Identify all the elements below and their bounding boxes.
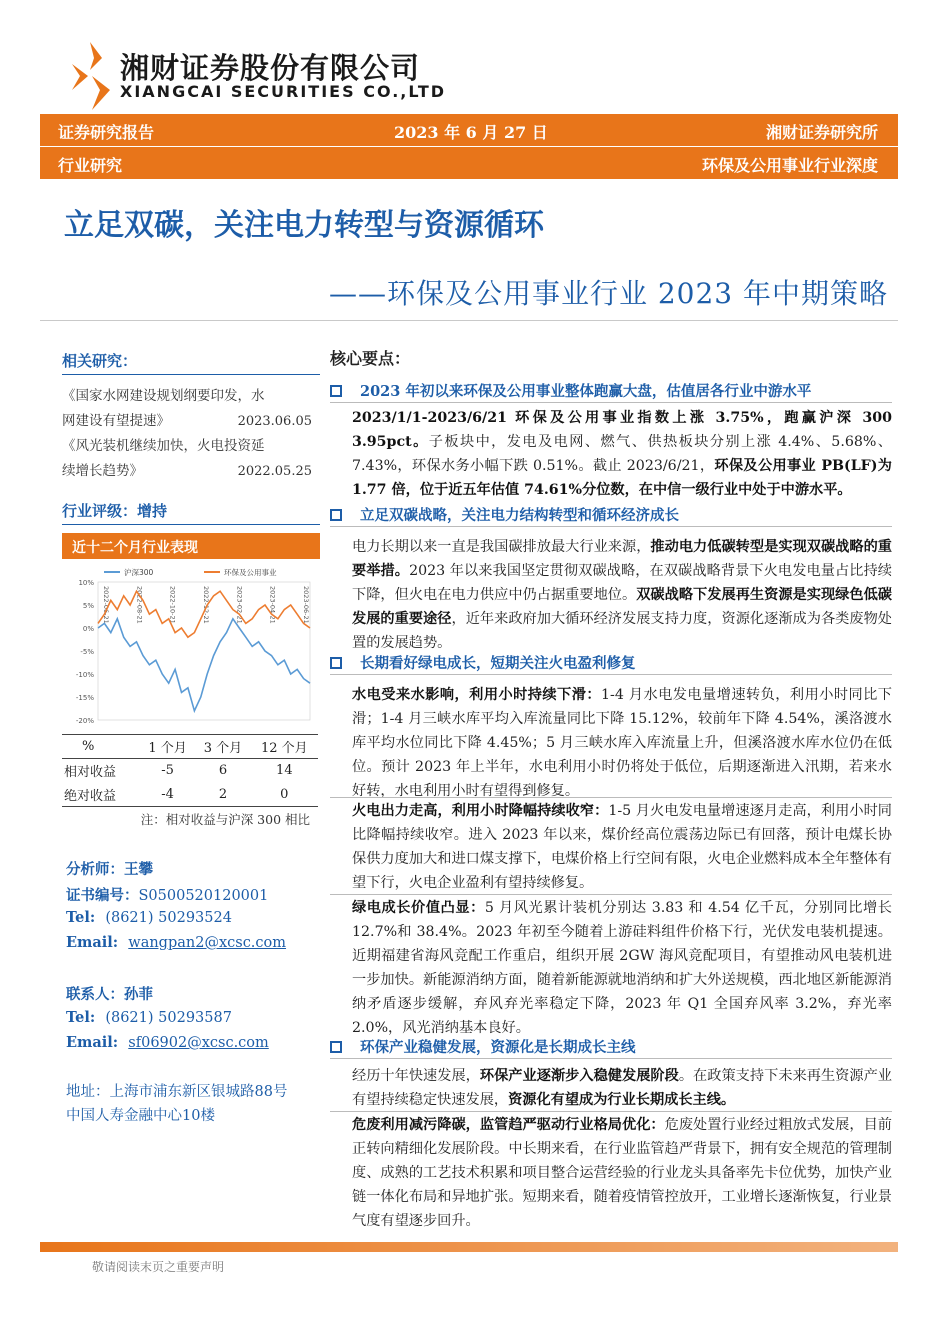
report-subject: 环保及公用事业行业深度 <box>701 156 878 175</box>
section-paragraph <box>352 1064 892 1112</box>
checkbox-bullet-icon <box>330 657 342 669</box>
company-name-cn: 湘财证券股份有限公司 <box>120 51 421 85</box>
checkbox-bullet-icon <box>330 1041 342 1053</box>
section-divider <box>330 674 892 675</box>
table-header-cell: % <box>62 735 140 759</box>
table-cell: 6 <box>218 763 228 779</box>
body-text: 2023 年以来我国坚定贯彻双碳战略，在双碳战略背景下火电发电量占比持续下降，但火电在电力供应中仍占据重要地位。 <box>352 563 892 603</box>
related-item-title: 《风光装机继续加快，火电投资延 <box>62 438 265 454</box>
disclaimer-note: 敬请阅读末页之重要声明 <box>92 1260 225 1274</box>
email-label: Email: <box>66 934 119 951</box>
section-heading <box>330 1036 636 1057</box>
table-header-cell: 12 个月 <box>251 735 318 759</box>
report-subtitle: ——环保及公用事业行业 2023 年中期策略 <box>328 277 888 310</box>
performance-chart <box>62 560 320 732</box>
contact-email-link[interactable]: sf06902@xcsc.com <box>128 1035 269 1051</box>
related-research-heading: 相关研究： <box>62 352 138 370</box>
report-date: 2023 年 6 月 27 日 <box>394 123 548 142</box>
analyst-cert <box>66 884 268 905</box>
performance-table <box>62 734 318 807</box>
analyst-email <box>66 934 286 951</box>
checkbox-bullet-icon <box>330 385 342 397</box>
bold-text: 推动电力低碳转型是实现双碳战略的重要举措。 <box>352 539 892 579</box>
body-text: 。在政策支持下未来再生资源产业有望持续稳定快速发展， <box>352 1068 892 1108</box>
section-heading-text: 长期看好绿电成长，短期关注火电盈利修复 <box>360 655 636 672</box>
table-header-row <box>62 735 318 759</box>
paragraph-divider <box>330 797 892 798</box>
header-band-bottom <box>40 147 898 179</box>
y-tick-label: -15% <box>75 694 94 702</box>
table-cell: -5 <box>161 763 174 779</box>
section-divider <box>330 526 892 527</box>
paragraph-divider <box>330 894 892 895</box>
x-tick-label: 2023-06-21 <box>302 586 310 624</box>
analyst-tel <box>66 909 232 926</box>
table-cell: 14 <box>276 763 293 779</box>
address <box>66 1080 326 1128</box>
contact-name: 联系人：孙菲 <box>66 986 153 1003</box>
body-text: 1-4 月水电发电量增速转负，利用小时同比下滑；1-4 月三峡水库平均入库流量同比下降 15.12%，较前年下降 4.54%，溪洛渡水库平均水位同比下降 4.45%；5 月三峡水库入库流量上升，但溪洛渡水库水位仍在低位。预计 2023 年上半年，水电利用小时仍将处于低位，后期逐渐进入汛期，若来水好转，水电利用小时有望得到修复。 <box>352 687 892 799</box>
x-tick-label: 2022-06-21 <box>102 586 110 624</box>
company-logo-icon <box>68 40 112 112</box>
x-tick-label: 2023-02-21 <box>235 586 244 624</box>
footer-divider <box>40 1242 898 1252</box>
series-line <box>98 619 310 711</box>
checkbox-bullet-icon <box>330 509 342 521</box>
body-text: 1-5 月火电发电量增速逐月走高，利用小时同比降幅持续收窄。进入 2023 年以来，煤价经高位震荡边际已有回落，预计电煤长协保供力度加大和进口煤支撑下，电煤价格上行空间有限，火电企业燃料成本全年整体有望下行，火电企业盈利有望持续修复。 <box>352 803 892 891</box>
key-points-heading: 核心要点： <box>330 349 411 368</box>
y-tick-label: 5% <box>82 602 94 610</box>
address-line: 地址：上海市浦东新区银城路88号 <box>66 1084 288 1100</box>
section-paragraph <box>352 683 892 803</box>
bold-text: 环保产业逐渐步入稳健发展阶段 <box>479 1068 679 1084</box>
address-line: 中国人寿金融中心10楼 <box>66 1108 215 1124</box>
section-heading <box>330 504 679 525</box>
y-tick-label: -5% <box>80 648 94 656</box>
x-tick-label: 2022-12-21 <box>202 586 210 624</box>
report-type: 证券研究报告 <box>58 123 155 142</box>
table-cell: 相对收益 <box>64 765 117 781</box>
tel-label: Tel: <box>66 909 96 926</box>
section-heading <box>330 380 811 401</box>
related-item[interactable] <box>62 434 312 484</box>
related-item[interactable] <box>62 384 312 434</box>
bold-text: 危废利用减污降碳，监管趋严驱动行业格局优化： <box>352 1117 665 1133</box>
table-header-cell: 1 个月 <box>140 735 195 759</box>
table-cell: 绝对收益 <box>62 783 140 807</box>
cert-value: S0500520120001 <box>138 888 269 904</box>
rating-divider <box>62 524 320 525</box>
contact-email <box>66 1034 269 1051</box>
table-cell: 0 <box>251 783 318 807</box>
tel-label: Tel: <box>66 1009 96 1026</box>
tel-value: (8621) 50293524 <box>105 910 232 926</box>
related-item-title-cont: 续增长趋势》 <box>62 463 143 479</box>
body-text: 电力长期以来一直是我国碳排放最大行业来源， <box>352 539 651 555</box>
legend-label: 环保及公用事业 <box>224 568 277 577</box>
table-header-cell: 3 个月 <box>195 735 250 759</box>
performance-heading: 近十二个月行业表现 <box>62 533 320 559</box>
cert-label: 证书编号： <box>66 887 139 904</box>
related-item-title: 《国家水网建设规划纲要印发，水 <box>62 388 265 404</box>
y-tick-label: -10% <box>75 671 94 679</box>
section-divider <box>330 402 892 403</box>
legend-label: 沪深300 <box>124 568 154 577</box>
institute-name: 湘财证券研究所 <box>765 123 878 142</box>
body-text: 子板块中，发电及电网、燃气、供热板块分别上涨 4.4%、5.68%、7.43%，环保水务小幅下跌 0.51%。截止 2023/6/21， <box>352 434 892 474</box>
table-note: 注：相对收益与沪深 300 相比 <box>140 812 310 827</box>
x-tick-label: 2022-10-21 <box>168 586 177 624</box>
bold-text: 双碳战略下发展再生资源是实现绿色低碳发展的重要途径 <box>352 587 892 627</box>
section-heading <box>330 652 636 673</box>
table-row <box>62 759 318 783</box>
section-divider <box>330 1058 892 1059</box>
industry-rating: 行业评级：增持 <box>62 502 168 520</box>
table-cell: 2 <box>195 783 250 807</box>
bold-text: 水电受来水影响，利用小时持续下滑： <box>352 687 601 703</box>
table-row <box>62 783 318 807</box>
paragraph-divider <box>330 1111 892 1112</box>
email-label: Email: <box>66 1034 119 1051</box>
section-paragraph <box>352 406 892 502</box>
section-paragraph <box>352 896 892 1040</box>
related-item-title-cont: 网建设有望提速》 <box>62 413 170 429</box>
research-category: 行业研究 <box>58 156 123 175</box>
related-divider <box>62 374 320 375</box>
title-divider <box>40 320 898 321</box>
contact-tel <box>66 1009 232 1026</box>
report-title: 立足双碳，关注电力转型与资源循环 <box>64 208 544 243</box>
y-tick-label: 0% <box>82 625 94 633</box>
body-text: ，近年来政府加大循环经济发展支持力度，资源化逐渐成为各类废物处置的发展趋势。 <box>352 611 892 651</box>
analyst-email-link[interactable]: wangpan2@xcsc.com <box>128 935 287 951</box>
table-cell: -4 <box>140 783 195 807</box>
bold-text: 火电出力走高，利用小时降幅持续收窄： <box>352 803 609 819</box>
bold-text: 环保及公用事业 PB(LF)为 1.77 倍，位于近五年估值 74.61%分位数，在中信一级行业中处于中游水平。 <box>352 458 892 498</box>
section-heading-text: 2023 年初以来环保及公用事业整体跑赢大盘，估值居各行业中游水平 <box>360 383 812 400</box>
body-text: 经历十年快速发展， <box>352 1068 480 1084</box>
x-tick-label: 2023-04-21 <box>268 586 277 624</box>
bold-text: 2023/1/1-2023/6/21 环保及公用事业指数上涨 3.75%，跑赢沪深 300 3.95pct。 <box>352 410 892 450</box>
related-item-date: 2023.06.05 <box>237 414 312 429</box>
body-text: 5 月风光累计装机分别达 3.83 和 4.54 亿千瓦，分别同比增长 12.7%和 38.4%。2023 年初至今随着上游硅料组件价格下行，光伏发电装机提速。近期福建省海风竞配工作重启，组织开展 2GW 海风竞配项目，有望推动风电装机进一步加快。新能源消纳方面，随着新能源就地消纳和扩大外送规模，西北地区新能源消纳矛盾逐步缓解，弃风弃光率稳定下降，2023 年 Q1 全国弃风率 3.2%，弃光率 2.0%，风光消纳基本良好。 <box>352 900 892 1036</box>
y-tick-label: 10% <box>78 579 94 587</box>
y-tick-label: -20% <box>75 717 94 725</box>
x-tick-label: 2022-08-21 <box>135 586 144 624</box>
section-paragraph <box>352 1113 892 1233</box>
tel-value: (8621) 50293587 <box>105 1010 232 1026</box>
section-paragraph <box>352 535 892 655</box>
section-heading-text: 环保产业稳健发展，资源化是长期成长主线 <box>360 1039 636 1056</box>
related-item-date: 2022.05.25 <box>237 464 312 479</box>
company-name-en: XIANGCAI SECURITIES CO.,LTD <box>120 82 447 101</box>
analyst-name: 分析师：王攀 <box>66 861 153 878</box>
body-text: 危废处置行业经过粗放式发展，目前正转向精细化发展阶段。中长期来看，在行业监管趋严背景下，拥有安全规范的管理制度、成熟的工艺技术积累和项目整合运营经验的行业龙头具备率先卡位优势，加快产业链一体化布局和异地扩张。短期来看，随着疫情管控放开，工业增长逐渐恢复，行业景气度有望逐步回升。 <box>352 1117 892 1229</box>
header-band-top <box>40 114 898 146</box>
section-heading-text: 立足双碳战略，关注电力结构转型和循环经济成长 <box>360 507 679 524</box>
bold-text: 资源化有望成为行业长期成长主线。 <box>508 1092 736 1108</box>
section-paragraph <box>352 799 892 895</box>
bold-text: 绿电成长价值凸显： <box>352 900 485 916</box>
